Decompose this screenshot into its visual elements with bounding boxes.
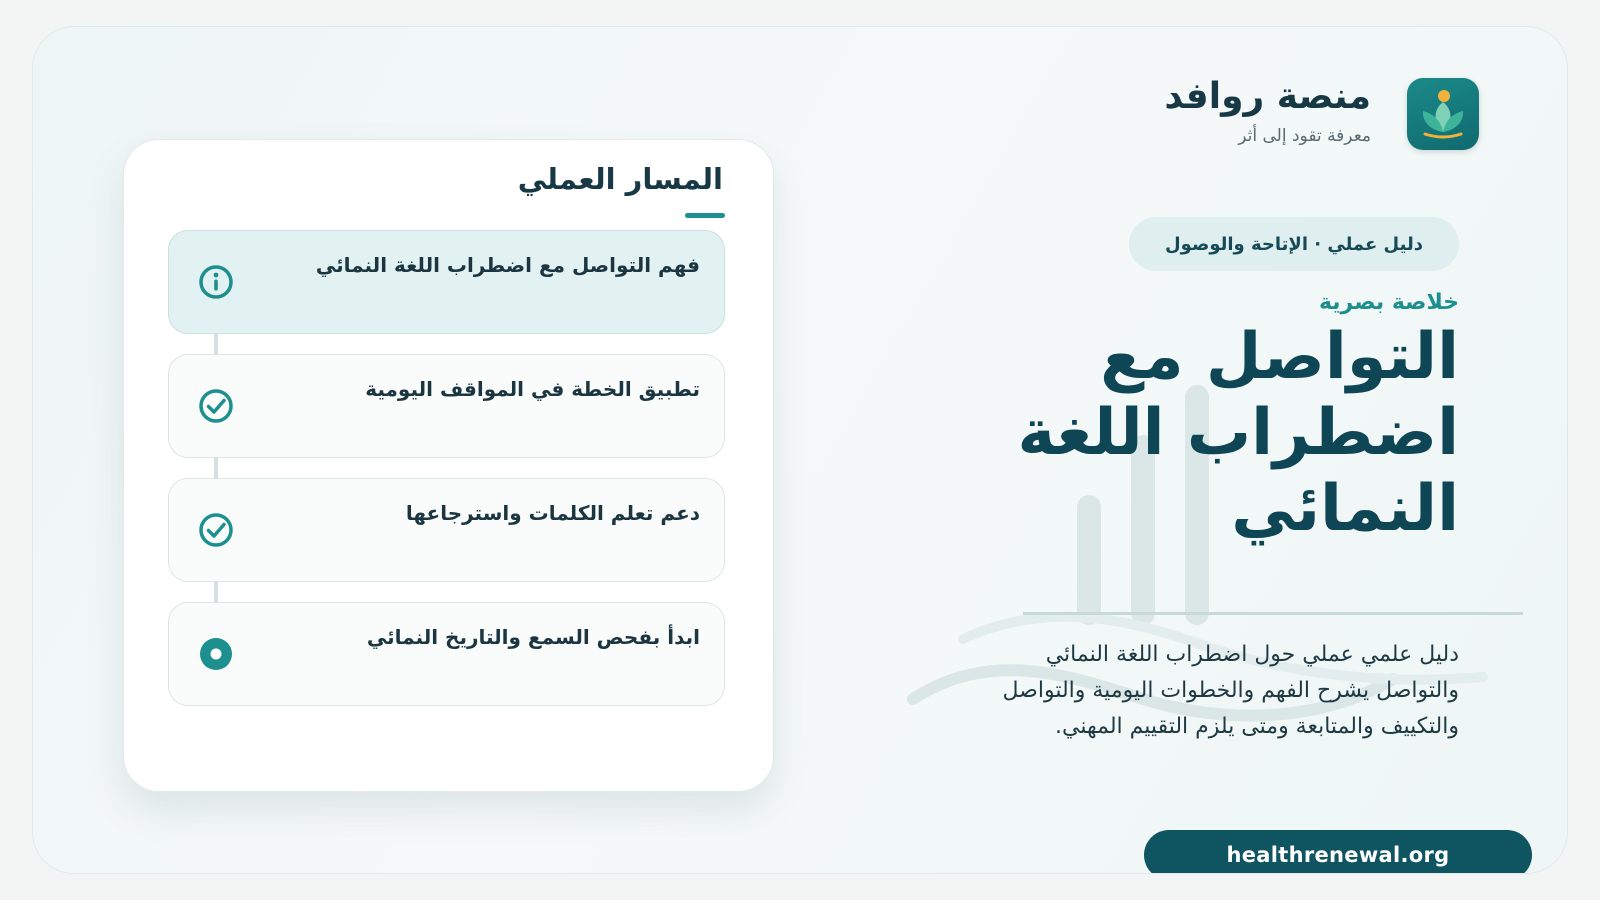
path-step-4[interactable] xyxy=(168,602,725,706)
step-label: تطبيق الخطة في المواقف اليومية xyxy=(365,377,700,401)
divider xyxy=(1023,612,1523,615)
panel-title-underline xyxy=(685,213,725,218)
page-title: التواصل مع اضطراب اللغة النمائي xyxy=(1017,320,1459,546)
step-connector xyxy=(214,456,218,478)
hero-card xyxy=(32,26,1568,874)
brand-tagline: معرفة تقود إلى أثر xyxy=(1238,126,1371,146)
check-circle-icon xyxy=(197,511,235,549)
step-connector xyxy=(214,580,218,602)
site-link-button[interactable]: healthrenewal.org xyxy=(1144,830,1532,874)
category-pill: دليل عملي · الإتاحة والوصول xyxy=(1129,217,1459,271)
step-label: فهم التواصل مع اضطراب اللغة النمائي xyxy=(315,253,700,277)
radio-dot-icon xyxy=(197,635,235,673)
path-step-3[interactable] xyxy=(168,478,725,582)
step-label: دعم تعلم الكلمات واسترجاعها xyxy=(405,501,700,525)
brand xyxy=(1059,78,1479,158)
path-step-1[interactable] xyxy=(168,230,725,334)
info-icon xyxy=(197,263,235,301)
kicker-text: خلاصة بصرية xyxy=(1318,290,1459,315)
path-panel xyxy=(123,139,774,792)
check-circle-icon xyxy=(197,387,235,425)
step-label: ابدأ بفحص السمع والتاريخ النمائي xyxy=(366,625,700,649)
lotus-logo-icon xyxy=(1407,78,1479,150)
brand-name: منصة روافد xyxy=(1164,76,1371,117)
panel-title: المسار العملي xyxy=(517,162,723,196)
step-connector xyxy=(214,332,218,354)
path-step-2[interactable] xyxy=(168,354,725,458)
description: دليل علمي عملي حول اضطراب اللغة النمائي والتواصل يشرح الفهم والخطوات اليومية والتواصل والتكييف والمتابعة ومتى يلزم التقييم المهني. xyxy=(1002,642,1459,739)
